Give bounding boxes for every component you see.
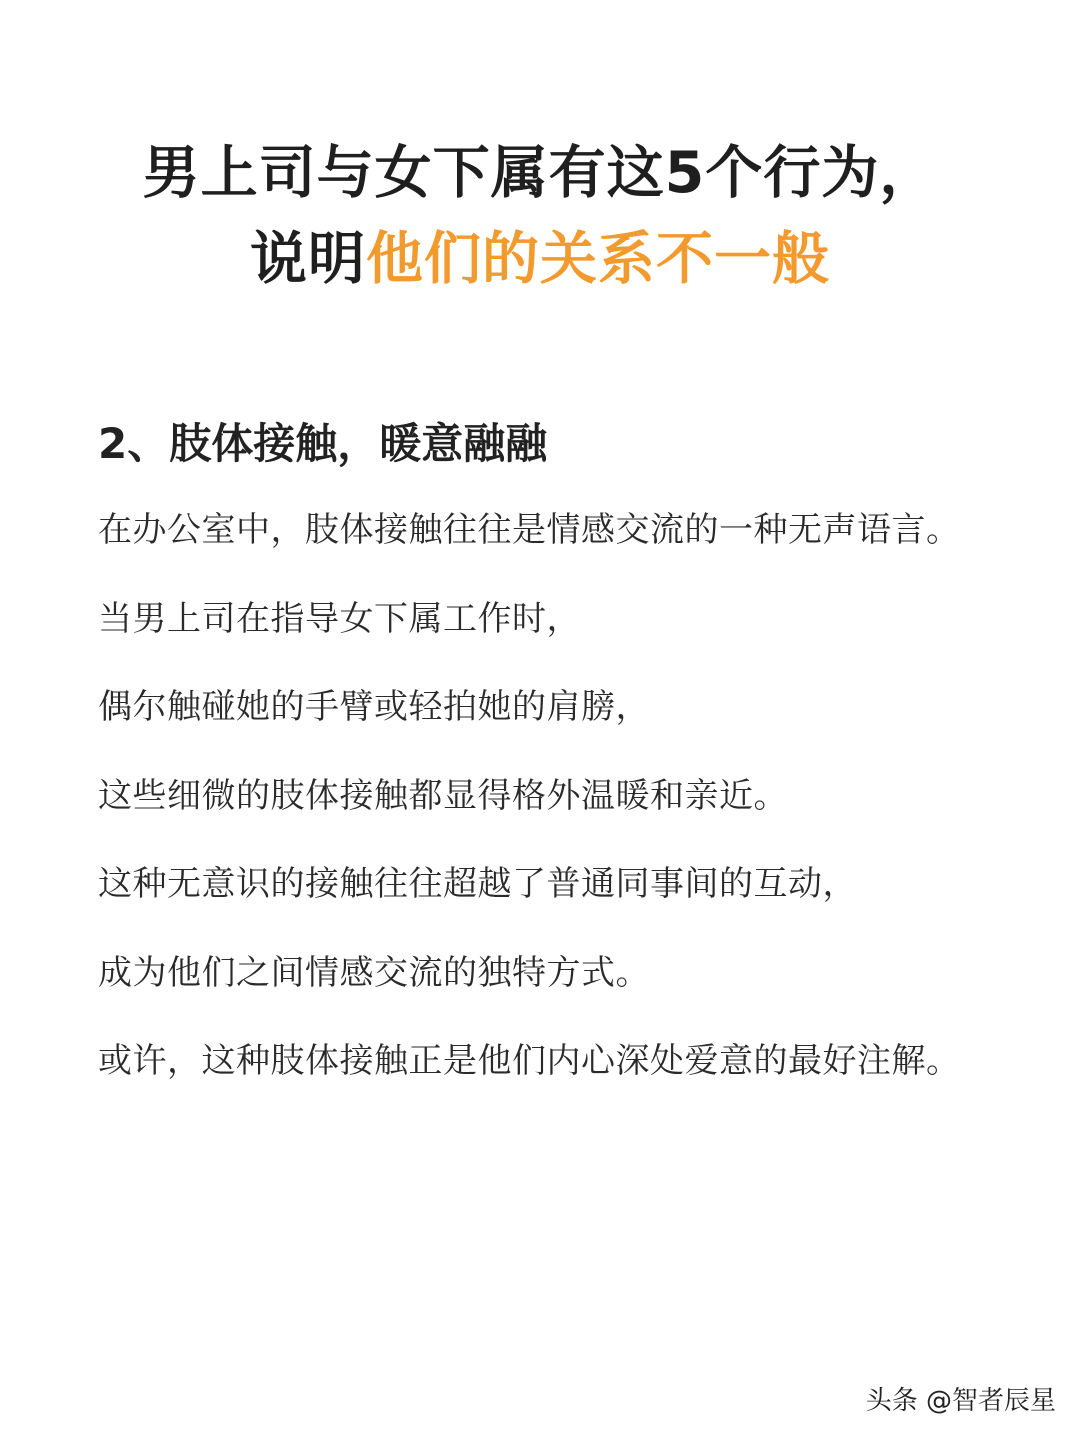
- paragraph-list: [98, 508, 1048, 1128]
- title-line-2-prefix: 说明: [250, 226, 366, 293]
- paragraph: 在办公室中，肢体接触往往是情感交流的一种无声语言。: [98, 510, 961, 550]
- title-line-1: 男上司与女下属有这5个行为，: [142, 140, 938, 207]
- page-title: [0, 130, 1080, 302]
- title-line-2: [0, 216, 1080, 302]
- paragraph: 当男上司在指导女下属工作时，: [98, 598, 581, 639]
- paragraph: 偶尔触碰她的手臂或轻拍她的肩膀，: [98, 687, 650, 727]
- paragraph: 或许，这种肢体接触正是他们内心深处爱意的最好注解。: [98, 1041, 961, 1081]
- paragraph: 这些细微的肢体接触都显得格外温暖和亲近。: [98, 775, 788, 816]
- paragraph: 成为他们之间情感交流的独特方式。: [98, 952, 650, 993]
- watermark: 头条 @智者辰星: [865, 1386, 1056, 1416]
- section-heading: 2、肢体接触，暖意融融: [98, 419, 548, 468]
- paragraph: 这种无意识的接触往往超越了普通同事间的互动，: [98, 864, 857, 904]
- title-highlight: 他们的关系不一般: [366, 226, 830, 293]
